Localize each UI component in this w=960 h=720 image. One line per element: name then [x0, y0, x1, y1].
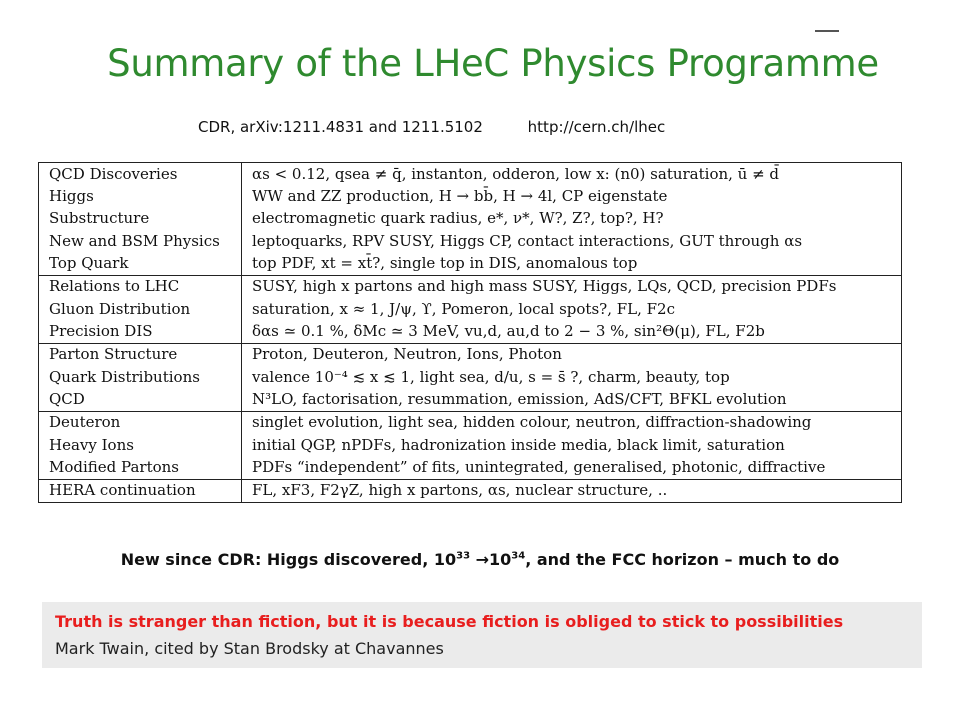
references-line: [198, 118, 665, 136]
note-exponent-b: 34: [511, 550, 526, 562]
detail-cell: FL, xF3, F2γZ, high x partons, αs, nuclear structure, ..: [242, 479, 902, 502]
topic-cell: QCD: [39, 388, 242, 411]
detail-cell: top PDF, xt = xt̄?, single top in DIS, anomalous top: [242, 252, 902, 275]
physics-summary-table: [38, 162, 902, 503]
top-decoration-line: [815, 30, 839, 32]
table-row: [39, 230, 902, 252]
detail-cell: leptoquarks, RPV SUSY, Higgs CP, contact interactions, GUT through αs: [242, 230, 902, 252]
topic-cell: Modified Partons: [39, 456, 242, 479]
topic-cell: Relations to LHC: [39, 275, 242, 298]
table-row: [39, 298, 902, 320]
table-row: [39, 434, 902, 456]
detail-cell: αs < 0.12, qsea ≠ q̄, instanton, odderon, low x: (n0) saturation, ū ≠ d̄: [242, 163, 902, 186]
topic-cell: HERA continuation: [39, 479, 242, 502]
table-row: [39, 320, 902, 343]
table-row: [39, 366, 902, 388]
note-text-a: New since CDR: Higgs discovered, 10: [120, 550, 457, 569]
quote-text: Truth is stranger than fiction, but it is because fiction is obliged to stick to possibilities: [55, 612, 844, 631]
detail-cell: δαs ≃ 0.1 %, δMc ≃ 3 MeV, vu,d, au,d to 2 − 3 %, sin²Θ(μ), FL, F2b: [242, 320, 902, 343]
page-title: Summary of the LHeC Physics Programme: [107, 42, 879, 85]
topic-cell: Precision DIS: [39, 320, 242, 343]
topic-cell: Substructure: [39, 208, 242, 230]
table-row: [39, 252, 902, 275]
detail-cell: N³LO, factorisation, resummation, emission, AdS/CFT, BFKL evolution: [242, 388, 902, 411]
topic-cell: Higgs: [39, 185, 242, 207]
detail-cell: initial QGP, nPDFs, hadronization inside media, black limit, saturation: [242, 434, 902, 456]
table-row: [39, 208, 902, 230]
quote-box: [42, 602, 922, 668]
table-row: [39, 411, 902, 434]
topic-cell: Quark Distributions: [39, 366, 242, 388]
summary-table: [38, 162, 902, 503]
detail-cell: electromagnetic quark radius, e*, ν*, W?, Z?, top?, H?: [242, 208, 902, 230]
topic-cell: Parton Structure: [39, 343, 242, 366]
since-cdr-note: [0, 550, 960, 569]
table-row: [39, 163, 902, 186]
detail-cell: valence 10⁻⁴ ≲ x ≲ 1, light sea, d/u, s = s̄ ?, charm, beauty, top: [242, 366, 902, 388]
topic-cell: New and BSM Physics: [39, 230, 242, 252]
detail-cell: WW and ZZ production, H → bb̄, H → 4l, CP eigenstate: [242, 185, 902, 207]
topic-cell: QCD Discoveries: [39, 163, 242, 186]
topic-cell: Deuteron: [39, 411, 242, 434]
note-text-c: , and the FCC horizon – much to do: [525, 550, 840, 569]
table-row: [39, 275, 902, 298]
note-text-b: 10: [489, 550, 512, 569]
topic-cell: Heavy Ions: [39, 434, 242, 456]
table-row: [39, 388, 902, 411]
detail-cell: PDFs “independent” of fits, unintegrated, generalised, photonic, diffractive: [242, 456, 902, 479]
website-link[interactable]: http://cern.ch/lhec: [527, 118, 666, 136]
detail-cell: saturation, x ≈ 1, J/ψ, ϒ, Pomeron, local spots?, FL, F2c: [242, 298, 902, 320]
detail-cell: singlet evolution, light sea, hidden colour, neutron, diffraction-shadowing: [242, 411, 902, 434]
quote-attribution: Mark Twain, cited by Stan Brodsky at Chavannes: [55, 639, 444, 658]
cdr-reference: CDR, arXiv:1211.4831 and 1211.5102: [198, 118, 483, 136]
note-exponent-a: 33: [456, 550, 471, 562]
detail-cell: SUSY, high x partons and high mass SUSY, Higgs, LQs, QCD, precision PDFs: [242, 275, 902, 298]
table-row: [39, 185, 902, 207]
topic-cell: Gluon Distribution: [39, 298, 242, 320]
topic-cell: Top Quark: [39, 252, 242, 275]
detail-cell: Proton, Deuteron, Neutron, Ions, Photon: [242, 343, 902, 366]
table-row: [39, 479, 902, 502]
arrow-icon: →: [470, 550, 490, 569]
table-row: [39, 343, 902, 366]
table-row: [39, 456, 902, 479]
